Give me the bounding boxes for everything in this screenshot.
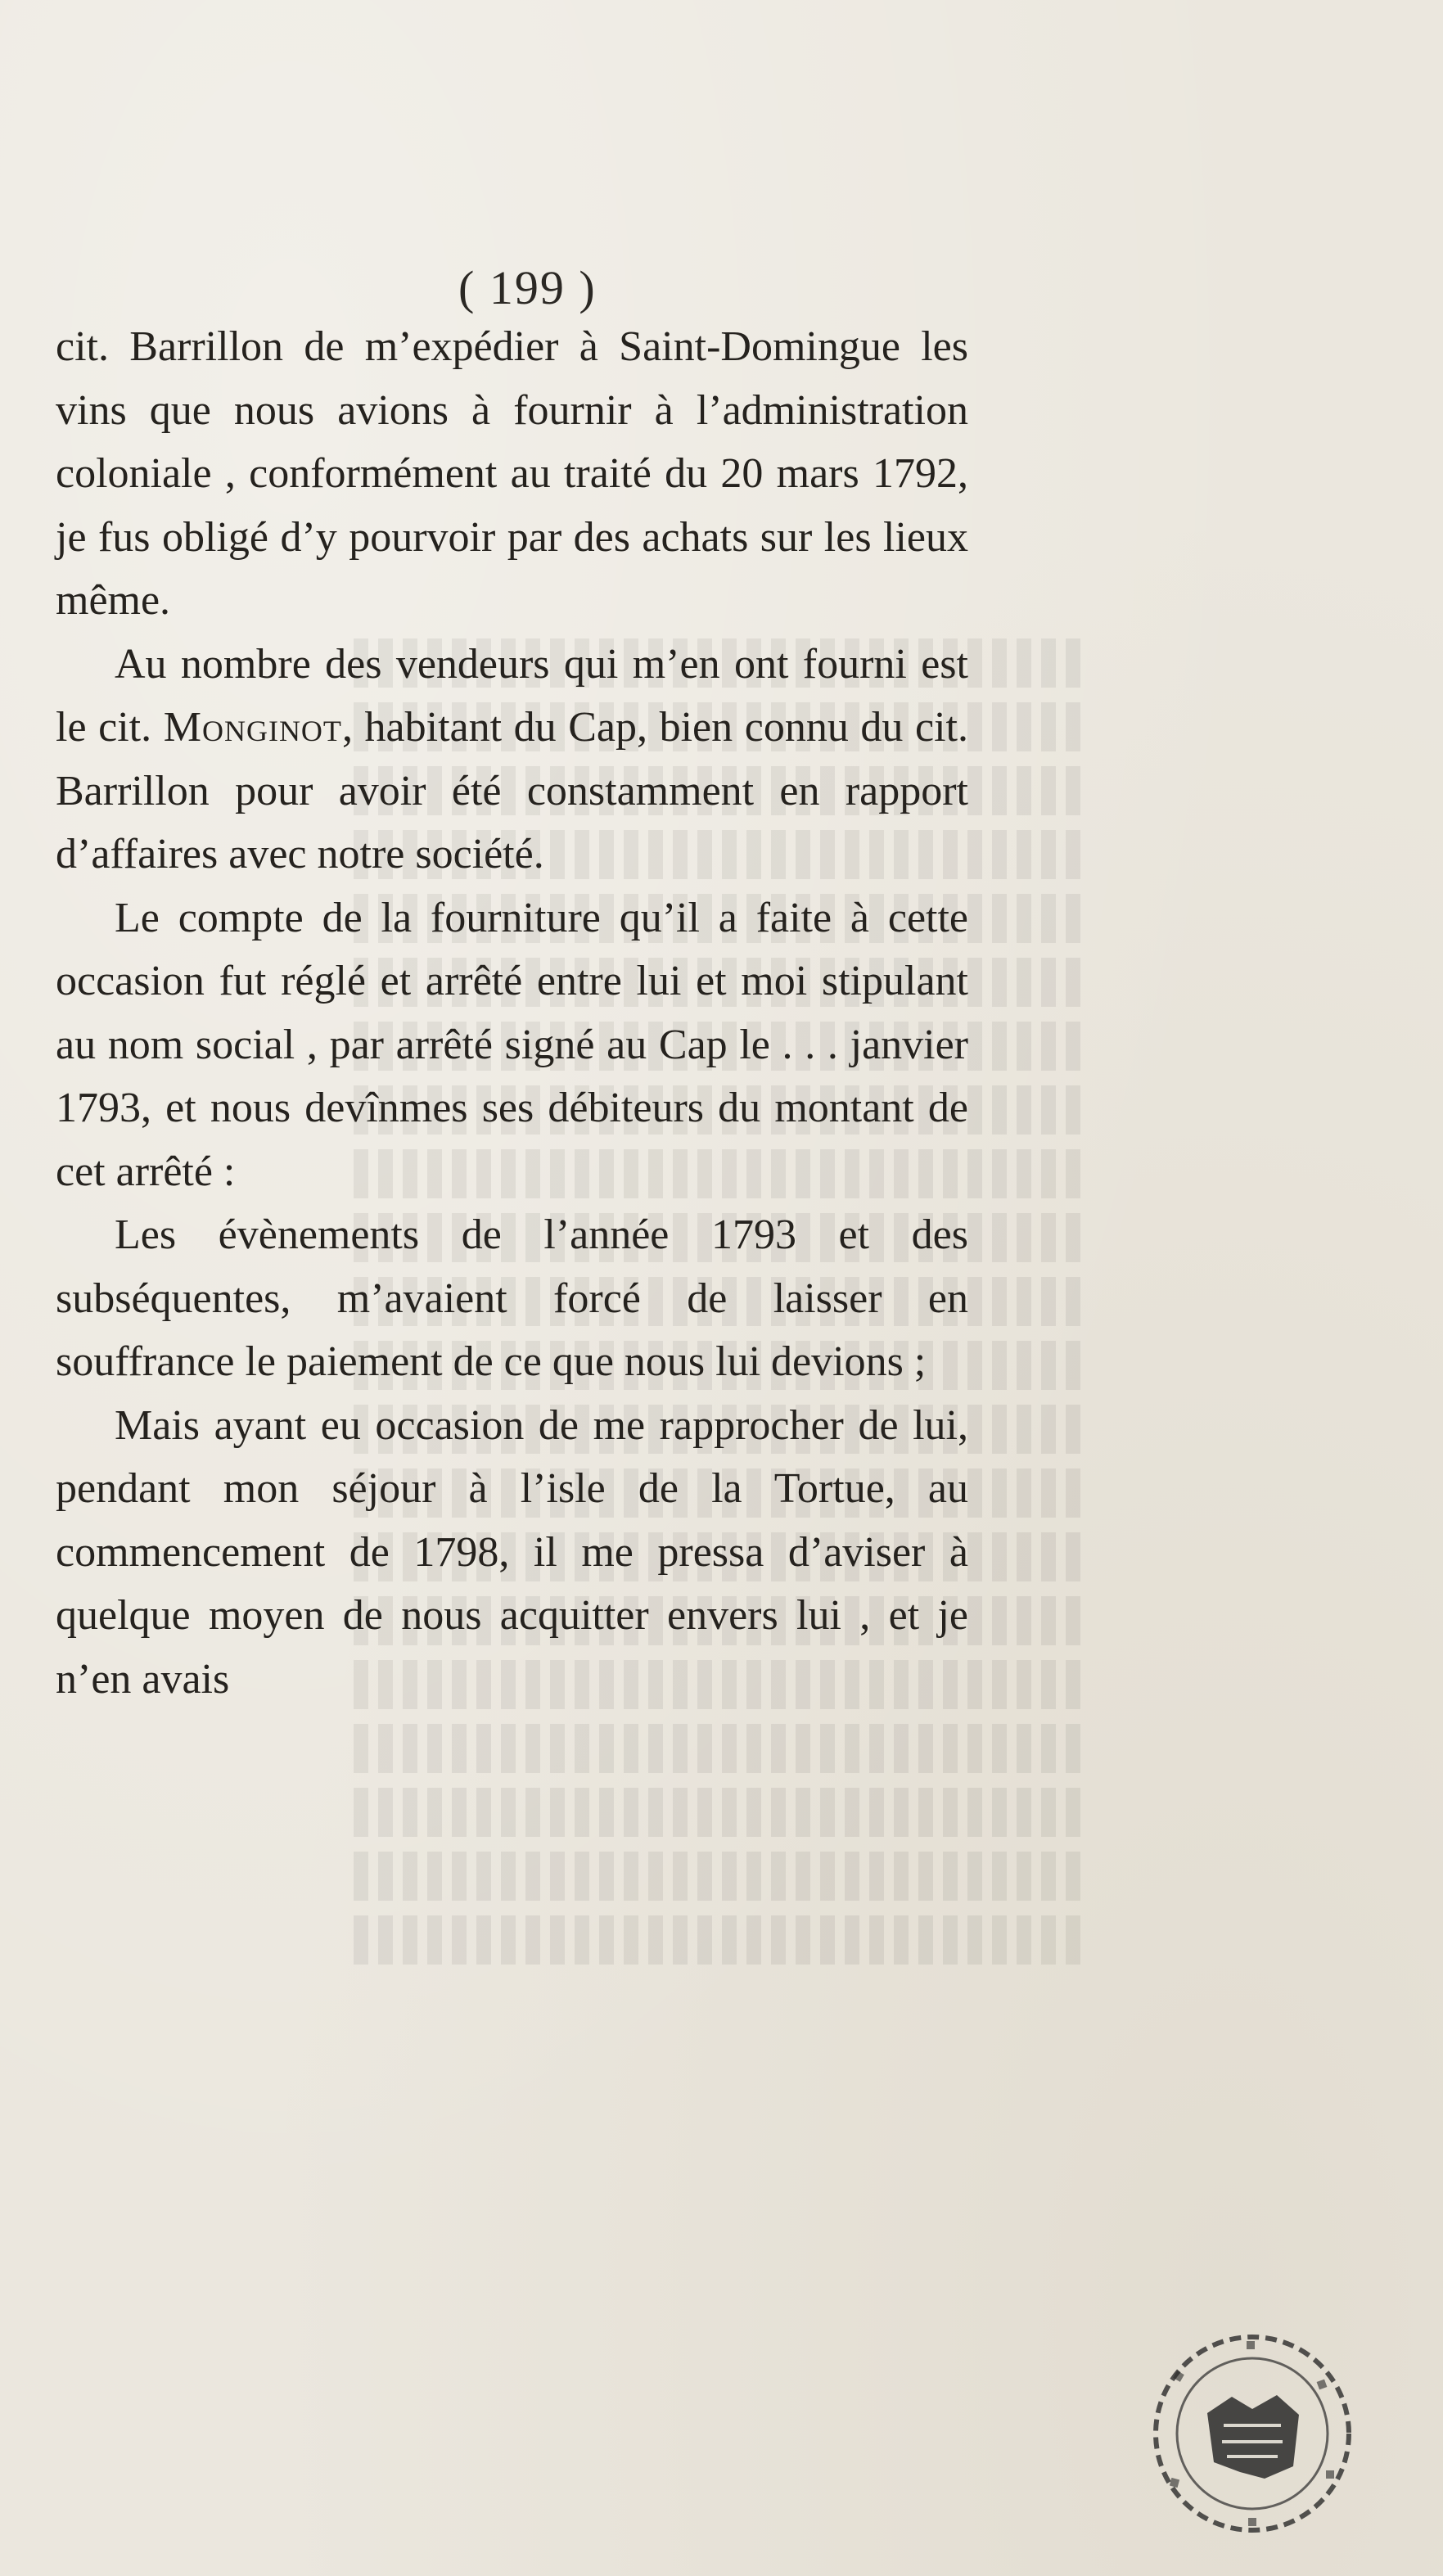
paragraph bbox=[56, 315, 968, 633]
paragraph-text: Mais ayant eu occasion de me rapprocher de lui, pendant mon séjour à l’isle de la Tortue, au commencement de 1798, il me pressa d’aviser à quelque moyen de nous acquitter envers lui , et je n’en avais bbox=[56, 1401, 968, 1703]
paragraph bbox=[56, 886, 968, 1204]
paragraph bbox=[56, 1203, 968, 1394]
paragraph bbox=[56, 633, 968, 886]
paragraph-text: Au nombre des vendeurs qui m’en ont fourni est le cit. bbox=[56, 640, 968, 751]
library-stamp-icon bbox=[1142, 2323, 1363, 2544]
person-name: Monginot bbox=[163, 704, 342, 751]
body-text bbox=[56, 315, 968, 1711]
page-number: ( 199 ) bbox=[458, 261, 597, 314]
paragraph bbox=[56, 1394, 968, 1712]
paragraph-text: cit. Barrillon de m’expédier à Saint-Domingue les vins que nous avions à fournir à l’administration coloniale , conformément au traité du 20 mars 1792, je fus obligé d’y pourvoir par des achats sur les lieux même. bbox=[56, 323, 968, 624]
paragraph-text: Le compte de la fourniture qu’il a faite à cette occasion fut réglé et arrêté entre lui et moi stipulant au nom social , par arrêté signé au Cap le . . . janvier 1793, et nous devînmes ses débiteurs du montant de cet arrêté : bbox=[56, 894, 968, 1195]
paragraph-text: Les évènements de l’année 1793 et des subséquentes, m’avaient forcé de laisser en souffrance le paiement de ce que nous lui devions ; bbox=[56, 1211, 968, 1385]
paragraph-text: , habitant du Cap, bien connu du cit. Barrillon pour avoir été constamment en rapport d’affaires avec notre société. bbox=[56, 704, 968, 877]
